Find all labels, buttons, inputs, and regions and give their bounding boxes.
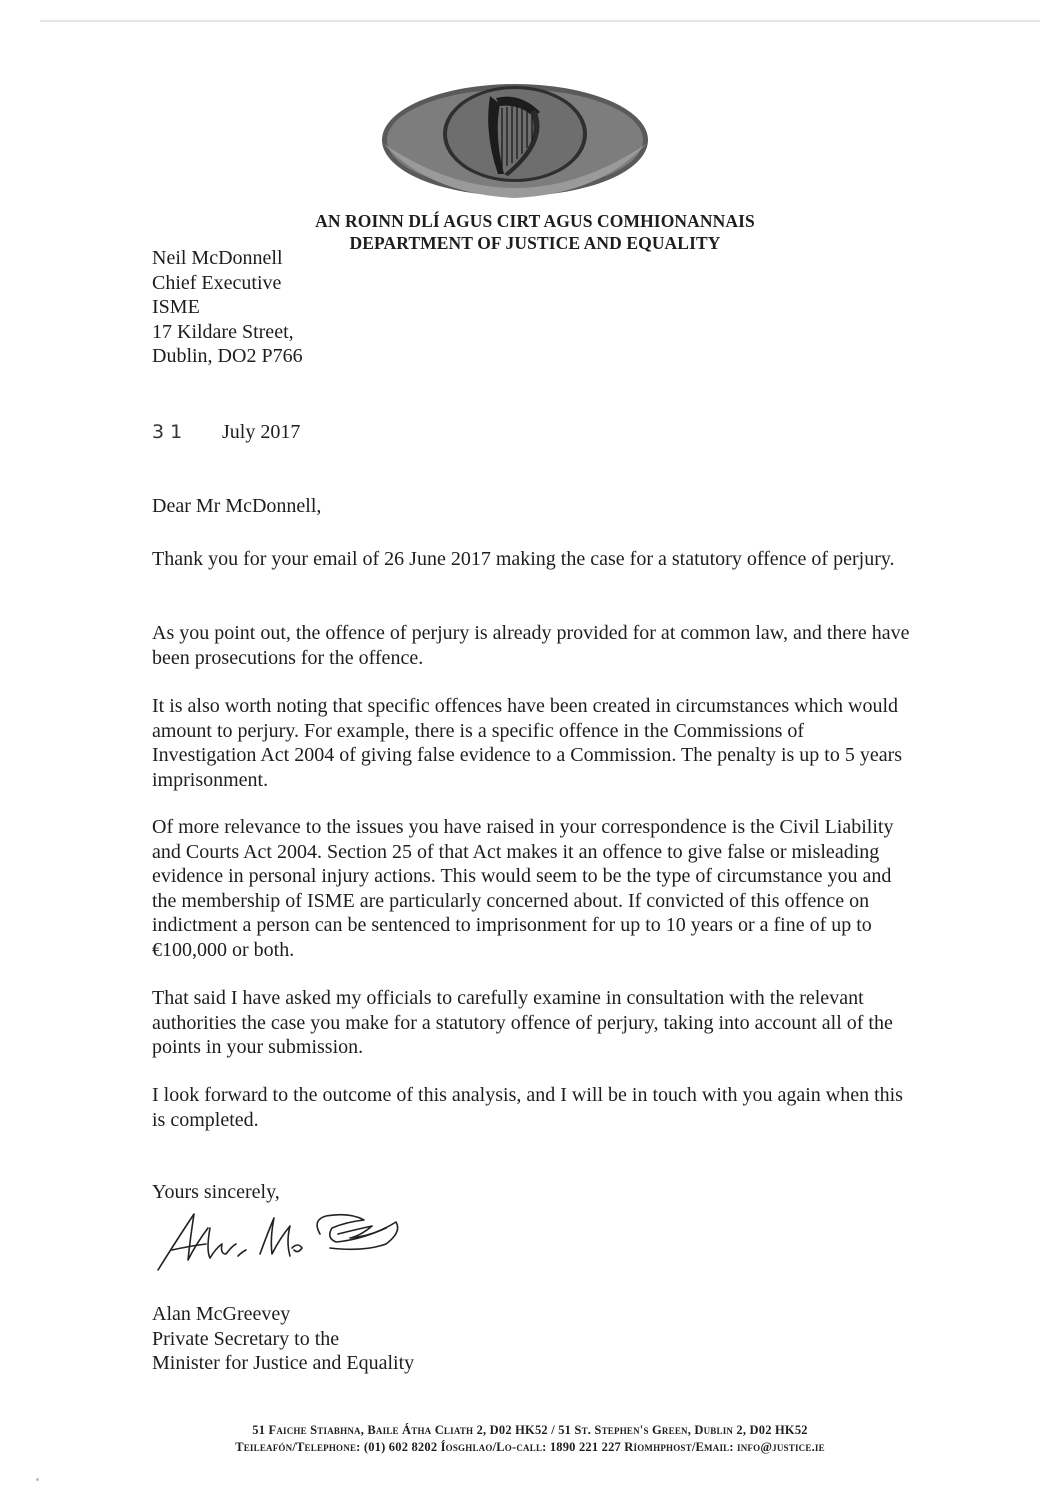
date-month-year: July 2017 — [222, 421, 301, 443]
signatory-name: Alan McGreevey — [152, 1303, 291, 1325]
paragraph-1 — [152, 547, 912, 572]
recipient-title: Chief Executive — [152, 271, 282, 294]
paragraph-text: That said I have asked my officials to carefully examine in consultation with the relevant authorities the case you make for a statutory offence of perjury, taking into account all of the points in your submission. — [152, 987, 893, 1058]
paragraph-text: It is also worth noting that specific offences have been created in circumstances which would amount to perjury. For example, there is a specific offence in the Commissions of Investigation Act 2004 of giving false evidence to a Commission. The penalty is up to 5 years imprisonment. — [152, 695, 903, 791]
paragraph-text: Of more relevance to the issues you have raised in your correspondence is the Civil Liability and Courts Act 2004. Section 25 of that Act makes it an offence to give false or misleading evidence in personal injury actions. This would seem to be the type of circumstance you and the membership of ISME are particularly concerned about. If convicted of this offence on indictment a person can be sentenced to imprisonment for up to 10 years or a fine of up to €100,000 or both. — [152, 816, 894, 961]
signatory-role-line-2: Minister for Justice and Equality — [152, 1352, 415, 1374]
recipient-organisation: ISME — [152, 296, 200, 318]
harp-crest-icon — [380, 82, 650, 202]
paragraph-text: As you point out, the offence of perjury is already provided for at common law, and there have been prosecutions for the offence. — [152, 622, 910, 669]
department-name-english: DEPARTMENT OF JUSTICE AND EQUALITY — [349, 233, 721, 253]
signatory-block — [152, 1302, 414, 1376]
department-heading — [255, 210, 815, 254]
letter-date — [152, 420, 300, 444]
paragraph-5 — [152, 986, 912, 1060]
scan-speck — [36, 1478, 39, 1481]
recipient-address — [152, 246, 303, 369]
salutation: Dear Mr McDonnell, — [152, 495, 322, 517]
recipient-name: Neil McDonnell — [152, 247, 283, 269]
paragraph-text: Thank you for your email of 26 June 2017 making the case for a statutory offence of perjury. — [152, 548, 895, 570]
paragraph-text: I look forward to the outcome of this analysis, and I will be in touch with you again when this is completed. — [152, 1084, 903, 1131]
paragraph-6 — [152, 1083, 912, 1132]
closing: Yours sincerely, — [152, 1181, 280, 1203]
department-name-irish: AN ROINN DLÍ AGUS CIRT AGUS COMHIONANNAIS — [315, 211, 755, 231]
letterhead-footer — [100, 1422, 960, 1456]
signatory-role-line-1: Private Secretary to the — [152, 1327, 340, 1350]
paragraph-3 — [152, 694, 912, 792]
handwritten-signature — [150, 1198, 420, 1278]
handwritten-day: 31 — [152, 421, 189, 443]
recipient-street: 17 Kildare Street, — [152, 320, 294, 343]
paragraph-4 — [152, 815, 912, 962]
scan-border-line — [40, 20, 1040, 22]
paragraph-2 — [152, 621, 912, 670]
recipient-city: Dublin, DO2 P766 — [152, 345, 303, 367]
footer-contact: Teileafón/Telephone: (01) 602 8202 Íosghlao/Lo-call: 1890 221 227 Ríomhphost/Email: info@justice.ie — [235, 1440, 825, 1454]
footer-address: 51 Faiche Stiabhna, Baile Átha Cliath 2, D02 HK52 / 51 St. Stephen's Green, Dublin 2, D02 HK52 — [252, 1423, 808, 1437]
